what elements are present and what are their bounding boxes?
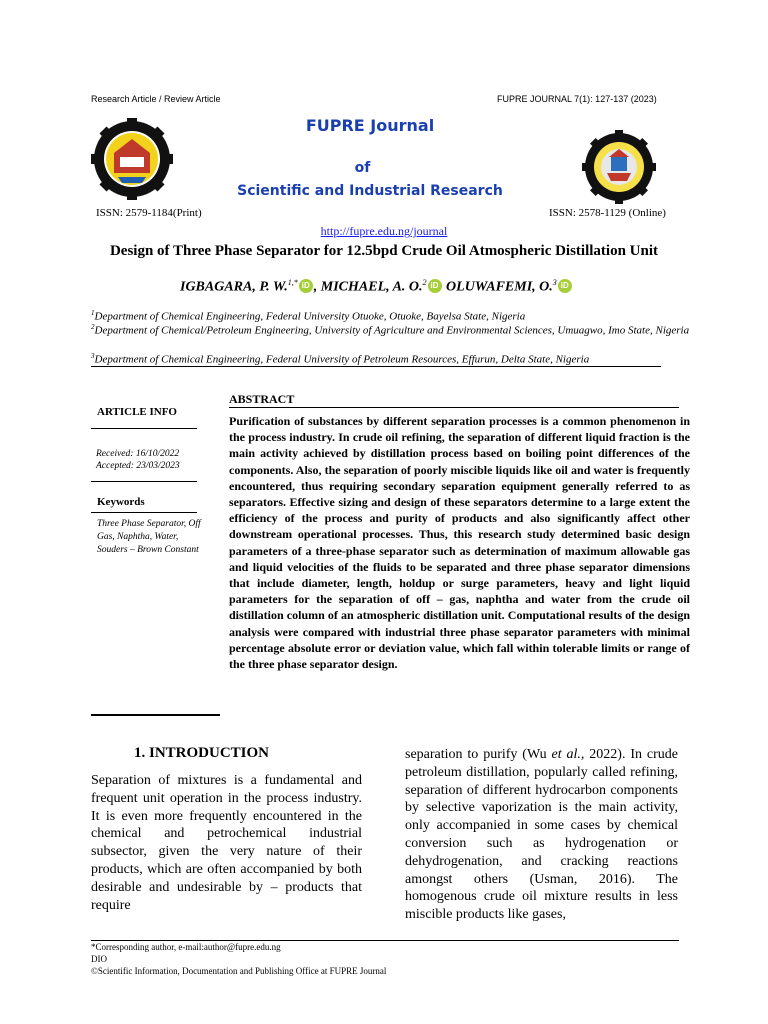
affiliation-text: Department of Chemical Engineering, Federal University of Petroleum Resources, Effurun, Delta State, Nigeria	[94, 353, 590, 366]
article-info-heading: ARTICLE INFO	[97, 406, 177, 418]
divider	[91, 512, 197, 513]
affiliation-text: Department of Chemical Engineering, Federal University Otuoke, Otuoke, Bayelsa State, Nigeria	[94, 310, 526, 323]
issn-print: ISSN: 2579-1184(Print)	[96, 207, 202, 219]
body-text-left: Separation of mixtures is a fundamental and frequent unit operation in the process industry. It is even more frequently encountered in the chemical and petrochemical industrial subsector, given the very nature of their products, which are often accompanied by both desirable and undesirable by – products that require	[91, 773, 362, 913]
accepted-date: Accepted: 23/03/2023	[96, 461, 180, 471]
received-date: Received: 16/10/2022	[96, 449, 180, 459]
section-heading: 1. INTRODUCTION	[134, 745, 270, 761]
divider	[229, 407, 679, 408]
paper-title: Design of Three Phase Separator for 12.5bpd Crude Oil Atmospheric Distillation Unit	[109, 243, 659, 259]
body-text-italic: et al.,	[551, 747, 585, 762]
affiliation-number: 1	[91, 309, 95, 317]
journal-url-link[interactable]: http://fupre.edu.ng/journal	[320, 224, 448, 238]
copyright-notice: ©Scientific Information, Documentation and Publishing Office at FUPRE Journal	[91, 966, 387, 976]
doi-label: DIO	[91, 954, 107, 964]
divider	[91, 481, 197, 482]
affiliation	[91, 320, 691, 338]
corresponding-author: *Corresponding author, e-mail:author@fupre.edu.ng	[91, 942, 281, 952]
article-dates	[96, 448, 180, 472]
author-name: , MICHAEL, A. O.	[313, 279, 423, 295]
issn-online: ISSN: 2578-1129 (Online)	[549, 207, 666, 219]
body-text-right	[405, 746, 678, 924]
author-name: IGBAGARA, P. W.	[180, 279, 288, 295]
journal-name-line3: Scientific and Industrial Research	[237, 183, 503, 199]
body-text: separation to purify (Wu	[405, 747, 552, 762]
orcid-icon[interactable]: iD	[299, 279, 313, 293]
author-name: OLUWAFEMI, O.	[446, 279, 553, 295]
affiliation	[91, 349, 691, 367]
divider	[91, 428, 197, 429]
author-sup: 3	[552, 278, 557, 287]
affiliation-text: Department of Chemical/Petroleum Engineering, University of Agriculture and Environmental Sciences, Umuagwo, Imo State, Nigeria	[94, 324, 690, 337]
journal-name-line1: FUPRE Journal	[305, 116, 435, 135]
article-type-label: Research Article / Review Article	[91, 94, 221, 104]
journal-name-line2: of	[354, 160, 371, 176]
abstract-heading: ABSTRACT	[229, 392, 295, 406]
author-sup: 2	[422, 278, 427, 287]
journal-citation: FUPRE JOURNAL 7(1): 127-137 (2023)	[497, 94, 657, 104]
author-sup: 1,*	[287, 278, 298, 287]
divider	[91, 940, 679, 941]
divider	[91, 714, 220, 716]
orcid-icon[interactable]: iD	[558, 279, 572, 293]
body-text: 2022). In crude petroleum distillation, popularly called refining, separation of different hydrocarbon components by selective vaporization is the main activity, only accompanied in some cases by chemical conversion such as hydrogenation or dehydrogenation, and cracking reactions amongst others (Usman, 2016). The homogenous crude oil mixture results in less miscible products like gases,	[405, 747, 678, 923]
keywords-list: Three Phase Separator, Off Gas, Naphtha, Water, Souders – Brown Constant	[97, 519, 201, 555]
abstract-text: Purification of substances by different separation processes is a common phenomenon in the process industry. In crude oil refining, the separation of different liquid fraction is the main activity achieved by distillation process based on boiling point differences of the components. Also, the separation of poorly miscible liquids like oil and water is frequently encountered, thus requiring secondary separation equipment generally referred to as separators. Effective sizing and design of these separators determine to a large extent the efficiency of the process and purity of products and also significantly affect other downstream operational processes. Thus, this research study determined basic design parameters of a three-phase separator such as determination of maximum allowable gas and liquid velocities of the fluids to be separated and three phase separator dimensions that include diameter, length, holdup or surge parameters, heavy and light liquid parameters for the separation of off – gas, naphtha and water from the crude oil distillation column of an atmospheric distillation unit. Computational results of the design analysis were compared with industrial three phase separator parameters with minimal percentage absolute error or deviation value, which fall within tolerable limits or range of the three phase separator design.	[229, 414, 690, 672]
affiliation-number: 2	[91, 323, 95, 331]
keywords-heading: Keywords	[97, 496, 145, 508]
orcid-icon[interactable]: iD	[428, 279, 442, 293]
author-list	[180, 278, 573, 296]
affiliation-number: 3	[91, 352, 95, 360]
divider	[91, 366, 661, 367]
